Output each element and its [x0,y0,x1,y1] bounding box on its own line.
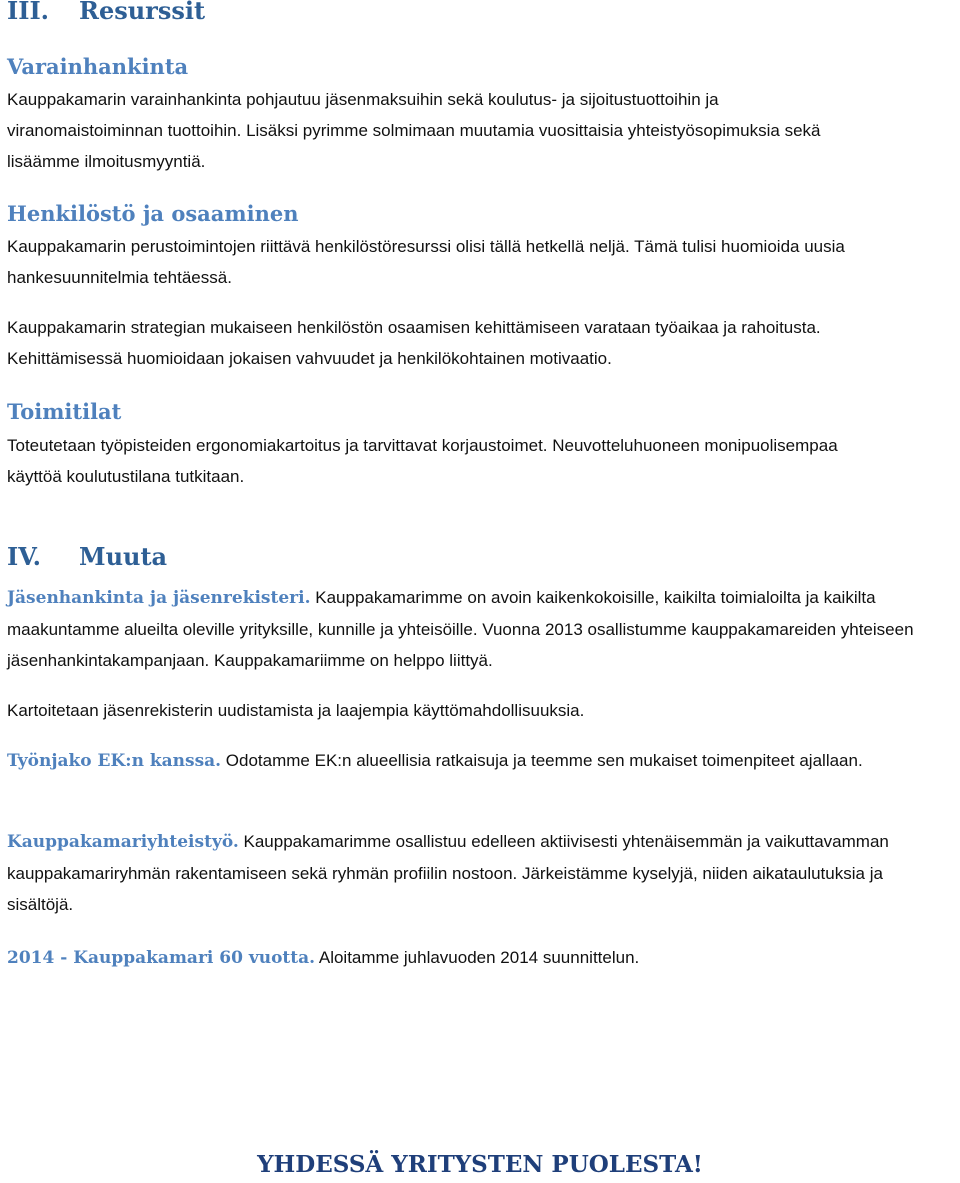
paragraph-tyonjako [7,745,927,777]
lead-tyonjako: Työnjako EK:n kanssa. [7,751,222,771]
text-yhteistyo: Kauppakamarimme osallistuu edelleen aktiivisesti yhtenäisemmän ja vaikuttavamman kauppakamariryhmän rakentamiseen sekä ryhmän profiilin nostoon. Järkeistämme kyselyjä, niiden aikataulutuksia ja sisältöjä. [7,832,889,914]
paragraph-varainhankinta: Kauppakamarin varainhankinta pohjautuu jäsenmaksuihin sekä koulutus- ja sijoitustuottoihin ja viranomaistoiminnan tuottoihin. Lisäksi pyrimme solmimaan muutamia vuosittaisia yhteistyösopimuksia sekä lisäämme ilmoitusmyyntiä. [7,90,821,171]
subheading-toimitilat: Toimitilat [7,399,122,424]
paragraph-yhteistyo [7,826,917,920]
text-tyonjako: Odotamme EK:n alueellisia ratkaisuja ja teemme sen mukaiset toimenpiteet ajallaan. [221,751,863,770]
lead-yhteistyo: Kauppakamariyhteistyö. [7,832,239,852]
lead-jasenhankinta: Jäsenhankinta ja jäsenrekisteri. [7,588,311,608]
paragraph-60-vuotta [7,942,952,974]
subheading-varainhankinta: Varainhankinta [7,54,189,79]
paragraph-jasenhankinta [7,582,952,676]
paragraph-toimitilat: Toteutetaan työpisteiden ergonomiakartoitus ja tarvittavat korjaustoimet. Neuvotteluhuoneen monipuolisempaa käyttöä koulutustilana tutkitaan. [7,436,838,486]
section-number: IV. [7,542,42,571]
lead-60-vuotta: 2014 - Kauppakamari 60 vuotta. [7,948,316,968]
paragraph-henkilosto-1: Kauppakamarin perustoimintojen riittävä henkilöstöresurssi olisi tällä hetkellä neljä. Tämä tulisi huomioida uusia hankesuunnitelmia tehtäessä. [7,237,845,287]
section-title: Muuta [79,542,168,571]
footer-slogan: YHDESSÄ YRITYSTEN PUOLESTA! [257,1151,703,1178]
subheading-henkilosto: Henkilöstö ja osaaminen [7,201,299,226]
section-title: Resurssit [79,0,206,25]
section-number: III. [7,0,50,25]
text-60-vuotta: Aloitamme juhlavuoden 2014 suunnittelun. [315,948,640,967]
section-heading-muuta [7,542,952,572]
paragraph-kartoitus: Kartoitetaan jäsenrekisterin uudistamista ja laajempia käyttömahdollisuuksia. [7,701,585,720]
text-jasenhankinta: Kauppakamarimme on avoin kaikenkokoisille, kaikilta toimialoilta ja kaikilta maakuntamme alueilta oleville yrityksille, kunnille ja yhteisöille. Vuonna 2013 osallistumme kauppakamareiden yhteiseen jäsenhankintakampanjaan. Kauppakamariimme on helppo liittyä. [7,588,914,670]
section-heading-resurssit [7,0,952,26]
paragraph-henkilosto-2: Kauppakamarin strategian mukaiseen henkilöstön osaamisen kehittämiseen varataan työaikaa ja rahoitusta. Kehittämisessä huomioidaan jokaisen vahvuudet ja henkilökohtainen motivaatio. [7,318,821,368]
